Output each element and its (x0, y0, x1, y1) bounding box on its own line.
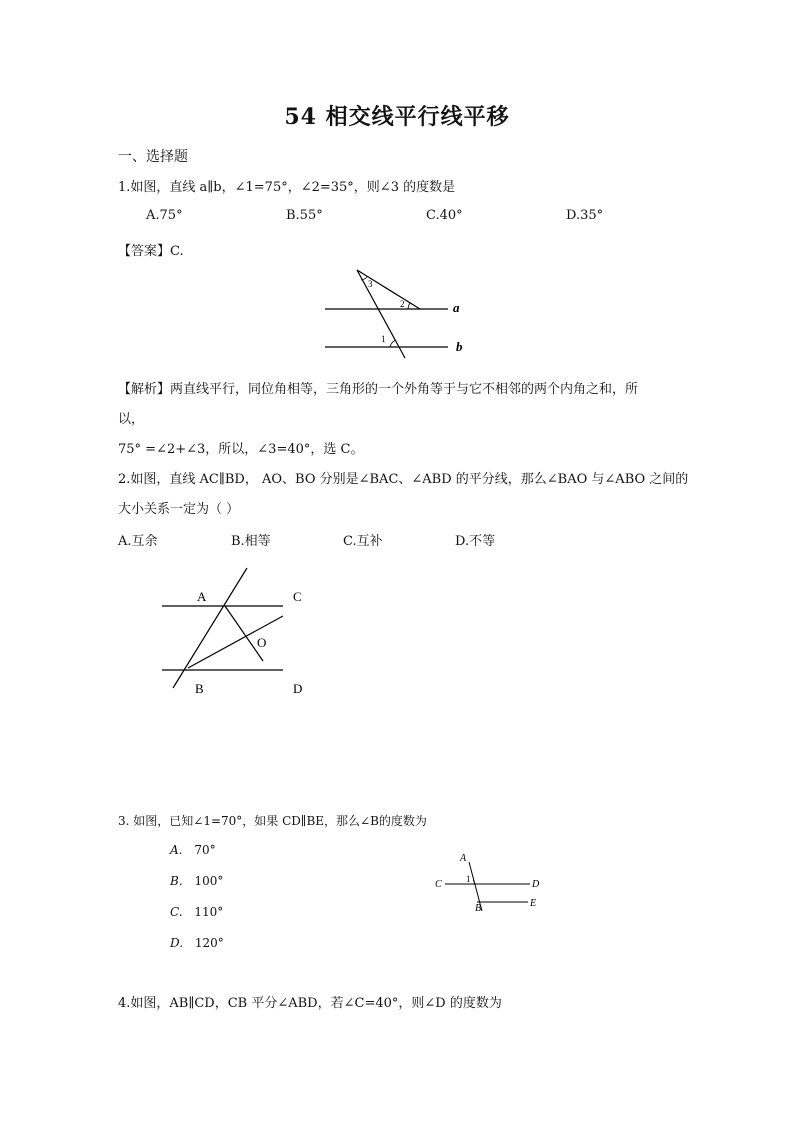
q1-option-b: B.55° (286, 208, 323, 223)
q2-option-c: C.互补 (343, 534, 383, 549)
q1-option-c: C.40° (426, 208, 463, 223)
q3-fig-label-a: A (460, 853, 467, 864)
page-title: 54 相交线平行线平移 (284, 104, 510, 130)
q3-option-c-value: 110° (194, 905, 224, 919)
question-3-stem: 3. 如图，已知∠1=70°，如果 CD∥BE，那么∠B的度数为 (118, 814, 427, 828)
q1-figure (320, 262, 480, 362)
q1-fig-label-b: b (456, 339, 463, 354)
q2-fig-label-d: D (293, 681, 303, 696)
q3-option-b (170, 874, 223, 888)
q2-fig-label-c: C (293, 589, 302, 604)
question-4-stem: 4.如图，AB∥CD，CB 平分∠ABD，若∠C=40°，则∠D 的度数为 (118, 996, 502, 1011)
question-2-stem-line-1: 2.如图，直线 AC∥BD， AO、BO 分别是∠BAC、∠ABD 的平分线，那么∠BAO 与∠ABO 之间的 (118, 472, 689, 487)
q1-fig-label-3: 3 (368, 279, 373, 289)
q2-fig-label-a: A (197, 589, 207, 604)
q3-option-c (170, 905, 223, 919)
question-2-stem-line-2: 大小关系一定为（ ） (118, 502, 240, 517)
q3-option-d-value: 120° (194, 936, 224, 950)
q3-figure (430, 845, 550, 915)
q2-fig-label-b: B (195, 681, 204, 696)
q3-fig-label-d: D (532, 879, 540, 890)
q3-option-a-value: 70° (194, 843, 216, 857)
q3-fig-label-e: E (530, 898, 537, 909)
question-1-stem: 1.如图，直线 a∥b，∠1=75°，∠2=35°，则∠3 的度数是 (118, 180, 456, 195)
q3-option-d-letter: D. (170, 936, 184, 950)
q1-fig-label-1: 1 (381, 334, 386, 344)
section-heading: 一、选择题 (118, 149, 188, 165)
q1-analysis-line-3: 75° =∠2+∠3，所以，∠3=40°，选 C。 (118, 442, 364, 457)
q3-option-c-letter: C. (170, 905, 183, 919)
q2-figure (155, 565, 330, 700)
q3-fig-label-1: 1 (466, 874, 471, 884)
q1-fig-label-a: a (453, 300, 460, 315)
q1-answer: 【答案】C. (118, 244, 184, 259)
q3-fig-label-b: B (475, 903, 482, 914)
q2-fig-label-o: O (257, 635, 267, 650)
q1-option-a: A.75° (146, 208, 183, 223)
q3-option-a (170, 843, 216, 857)
q3-fig-label-c: C (435, 879, 442, 890)
q3-option-d (170, 936, 224, 950)
q3-option-b-letter: B. (170, 874, 183, 888)
q1-analysis-line-2: 以， (118, 412, 145, 427)
q1-analysis-line-1: 【解析】两直线平行，同位角相等，三角形的一个外角等于与它不相邻的两个内角之和，所 (118, 382, 639, 397)
q1-option-d: D.35° (566, 208, 604, 223)
q2-option-b: B.相等 (231, 534, 271, 549)
q2-option-a: A.互余 (118, 534, 158, 549)
q2-option-d: D.不等 (455, 534, 496, 549)
q1-fig-label-2: 2 (400, 299, 405, 309)
q3-option-b-value: 100° (194, 874, 224, 888)
q3-option-a-letter: A. (170, 843, 183, 857)
